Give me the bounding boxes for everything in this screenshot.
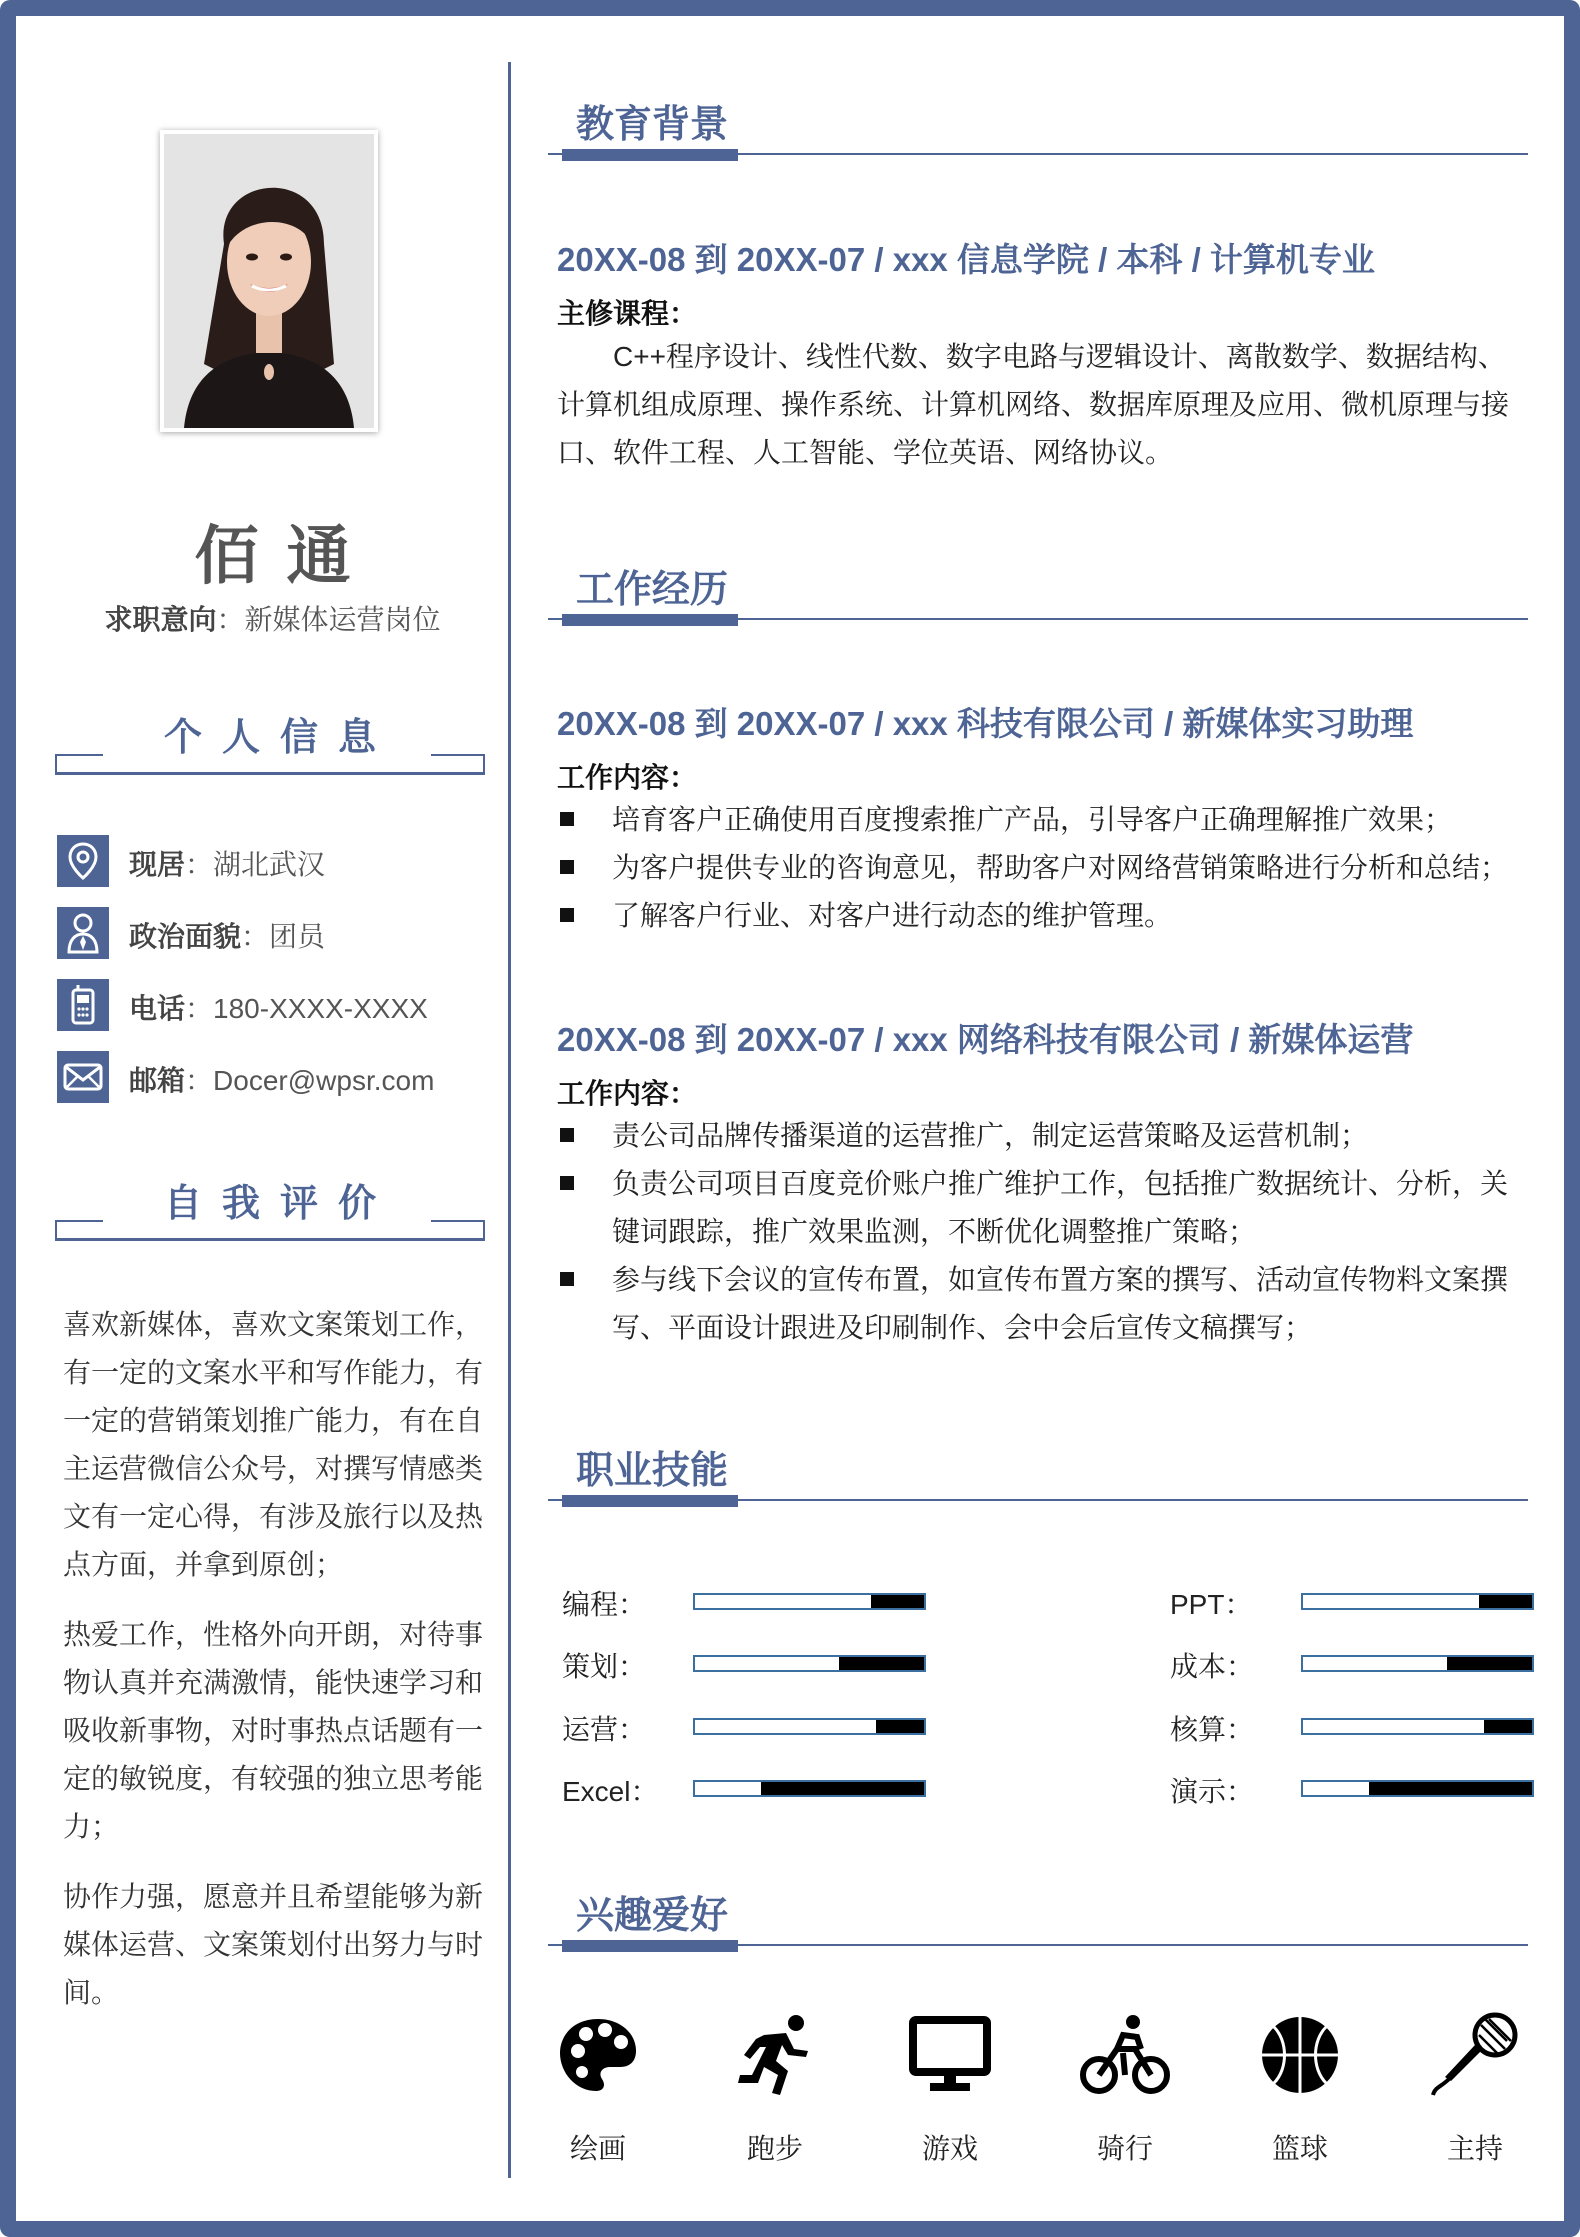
skill-bar [1301, 1655, 1534, 1672]
info-value-location: 湖北武汉 [213, 849, 326, 880]
skill-bar [1301, 1780, 1534, 1797]
hobby-item [538, 2005, 658, 2167]
skill-name: 策划： [562, 1651, 647, 1682]
job-bullet: 培育客户正确使用百度搜索推广产品，引导客户正确理解推广效果； [557, 796, 1522, 844]
skill-bar [693, 1718, 926, 1735]
microphone-icon [1425, 2005, 1525, 2105]
monitor-icon [900, 2005, 1000, 2105]
job-intent: 求职意向：新媒体运营岗位 [104, 604, 441, 635]
personal-info-header [55, 706, 485, 776]
skill-name: 演示： [1170, 1776, 1255, 1807]
skill-name: 成本： [1170, 1651, 1255, 1682]
courses-text: C++程序设计、线性代数、数字电路与逻辑设计、离散数学、数据结构、计算机组成原理、操作系统、计算机网络、数据库原理及应用、微机原理与接口、软件工程、人工智能、学位英语、网络协议。 [557, 341, 1510, 468]
info-value-email: Docer@wpsr.com [213, 1065, 435, 1096]
job-content-label: 工作内容： [557, 1078, 698, 1109]
hobby-item [1065, 2005, 1185, 2167]
phone-icon [57, 979, 109, 1031]
self-eval-paragraph: 热爱工作，性格外向开朗，对待事物认真并充满激情，能快速学习和吸收新事物，对时事热点话题有一定的敏锐度，有较强的独立思考能力； [63, 1619, 484, 1842]
palette-icon [548, 2005, 648, 2105]
job-bullet: 负责公司项目百度竞价账户推广维护工作，包括推广数据统计、分析，关键词跟踪，推广效果监测，不断优化调整推广策略； [557, 1160, 1522, 1256]
hobby-label: 骑行 [1096, 2133, 1153, 2164]
section-title: 工作经历 [576, 567, 729, 611]
job-bullet: 责公司品牌传播渠道的运营推广，制定运营策略及运营机制； [557, 1112, 1522, 1160]
profile-photo [160, 130, 378, 432]
skill-bar [693, 1593, 926, 1610]
section-title: 个人信息 [163, 715, 396, 759]
skill-bar [1301, 1593, 1534, 1610]
hobby-label: 篮球 [1271, 2133, 1328, 2164]
education-heading: 20XX-08 到 20XX-07 / xxx 信息学院 / 本科 / 计算机专业 [557, 241, 1375, 278]
courses-label: 主修课程： [557, 298, 698, 329]
person-icon [57, 907, 109, 959]
info-value-phone: 180-XXXX-XXXX [213, 993, 428, 1024]
section-title: 自我评价 [163, 1181, 396, 1225]
mail-icon [57, 1051, 109, 1103]
hobby-item [1240, 2005, 1360, 2167]
skill-name: 核算： [1170, 1714, 1255, 1745]
self-eval-paragraph: 协作力强，愿意并且希望能够为新媒体运营、文案策划付出努力与时间。 [63, 1881, 484, 2008]
hobby-item [1415, 2005, 1535, 2167]
self-eval-text [63, 1301, 483, 2039]
skill-bar [1301, 1718, 1534, 1735]
cycling-icon [1075, 2005, 1175, 2105]
section-title: 兴趣爱好 [576, 1893, 729, 1937]
section-title: 职业技能 [576, 1448, 729, 1492]
skill-bar [693, 1780, 926, 1797]
hobby-item [890, 2005, 1010, 2167]
education-header [548, 93, 1528, 163]
section-title: 教育背景 [576, 102, 729, 146]
hobby-label: 游戏 [921, 2133, 978, 2164]
hobby-label: 跑步 [746, 2133, 803, 2164]
hobby-label: 主持 [1446, 2133, 1503, 2164]
job-bullet: 了解客户行业、对客户进行动态的维护管理。 [557, 892, 1522, 940]
skill-name: Excel： [562, 1776, 659, 1807]
job-heading: 20XX-08 到 20XX-07 / xxx 科技有限公司 / 新媒体实习助理 [557, 705, 1414, 742]
job-intent-label: 求职意向 [104, 604, 217, 635]
skill-name: 运营： [562, 1714, 647, 1745]
hobbies-header [548, 1884, 1528, 1954]
hobby-label: 绘画 [569, 2133, 626, 2164]
self-eval-paragraph: 喜欢新媒体，喜欢文案策划工作，有一定的文案水平和写作能力，有一定的营销策划推广能力，有在自主运营微信公众号，对撰写情感类文有一定心得，有涉及旅行以及热点方面，并拿到原创； [63, 1309, 484, 1580]
candidate-name: 佰通 [194, 520, 379, 594]
skill-name: 编程： [562, 1589, 647, 1620]
skills-header [548, 1439, 1528, 1509]
column-divider [508, 62, 511, 2178]
job-heading: 20XX-08 到 20XX-07 / xxx 网络科技有限公司 / 新媒体运营 [557, 1021, 1414, 1058]
skill-name: PPT： [1170, 1589, 1253, 1620]
location-pin-icon [57, 835, 109, 887]
running-icon [725, 2005, 825, 2105]
job-bullet: 为客户提供专业的咨询意见，帮助客户对网络营销策略进行分析和总结； [557, 844, 1522, 892]
job-bullet: 参与线下会议的宣传布置，如宣传布置方案的撰写、活动宣传物料文案撰写、平面设计跟进及印刷制作、会中会后宣传文稿撰写； [557, 1256, 1522, 1352]
work-header [548, 558, 1528, 628]
hobby-item [715, 2005, 835, 2167]
self-eval-header [55, 1172, 485, 1242]
skill-bar [693, 1655, 926, 1672]
job-content-label: 工作内容： [557, 762, 698, 793]
job-intent-value: 新媒体运营岗位 [244, 604, 441, 635]
info-value-political: 团员 [269, 921, 326, 952]
basketball-icon [1250, 2005, 1350, 2105]
